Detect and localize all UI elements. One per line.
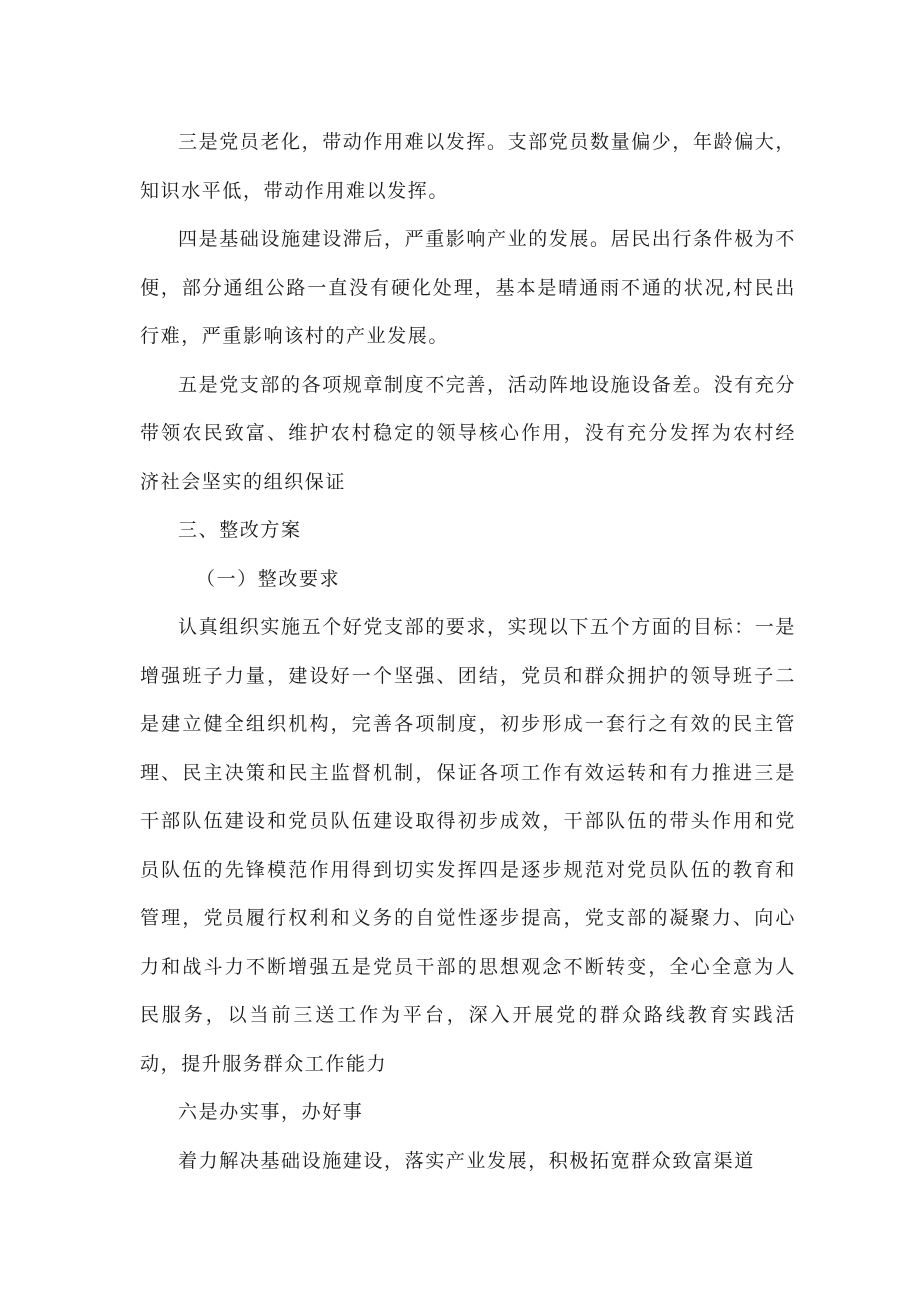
section-heading: 三、整改方案 [178, 519, 302, 541]
paragraph-closing: 着力解决基础设施建设，落实产业发展，积极拓宽群众致富渠道 [178, 1149, 755, 1172]
item-six-heading: 六是办实事，办好事 [178, 1101, 364, 1123]
sub-heading: （一）整改要求 [196, 567, 341, 590]
paragraph-party-aging: 三是党员老化，带动作用难以发挥。支部党员数量偏少，年龄偏大，知识水平低，带动作用难以发挥。 [140, 131, 797, 202]
paragraph-infrastructure: 四是基础设施建设滞后，严重影响产业的发展。居民出行条件极为不便，部分通组公路一直没有硬化处理，基本是晴通雨不通的状况,村民出行难，严重影响该村的产业发展。 [140, 228, 797, 347]
document-body [140, 118, 796, 1185]
paragraph-requirements: 认真组织实施五个好党支部的要求，实现以下五个方面的目标：一是增强班子力量，建设好一个坚强、团结，党员和群众拥护的领导班子二是建立健全组织机构，完善各项制度，初步形成一套行之有效的民主管理、民主决策和民主监督机制，保证各项工作有效运转和有力推进三是干部队伍建设和党员队伍建设取得初步成效，干部队伍的带头作用和党员队伍的先锋模范作用得到切实发挥四是逐步规范对党员队伍的教育和管理，党员履行权利和义务的自觉性逐步提高，党支部的凝聚力、向心力和战斗力不断增强五是党员干部的思想观念不断转变，全心全意为人民服务，以当前三送工作为平台，深入开展党的群众路线教育实践活动，提升服务群众工作能力 [140, 616, 797, 1075]
paragraph-regulations: 五是党支部的各项规章制度不完善，活动阵地设施设备差。没有充分带领农民致富、维护农村稳定的领导核心作用，没有充分发挥为农村经济社会坚实的组织保证 [140, 373, 797, 493]
